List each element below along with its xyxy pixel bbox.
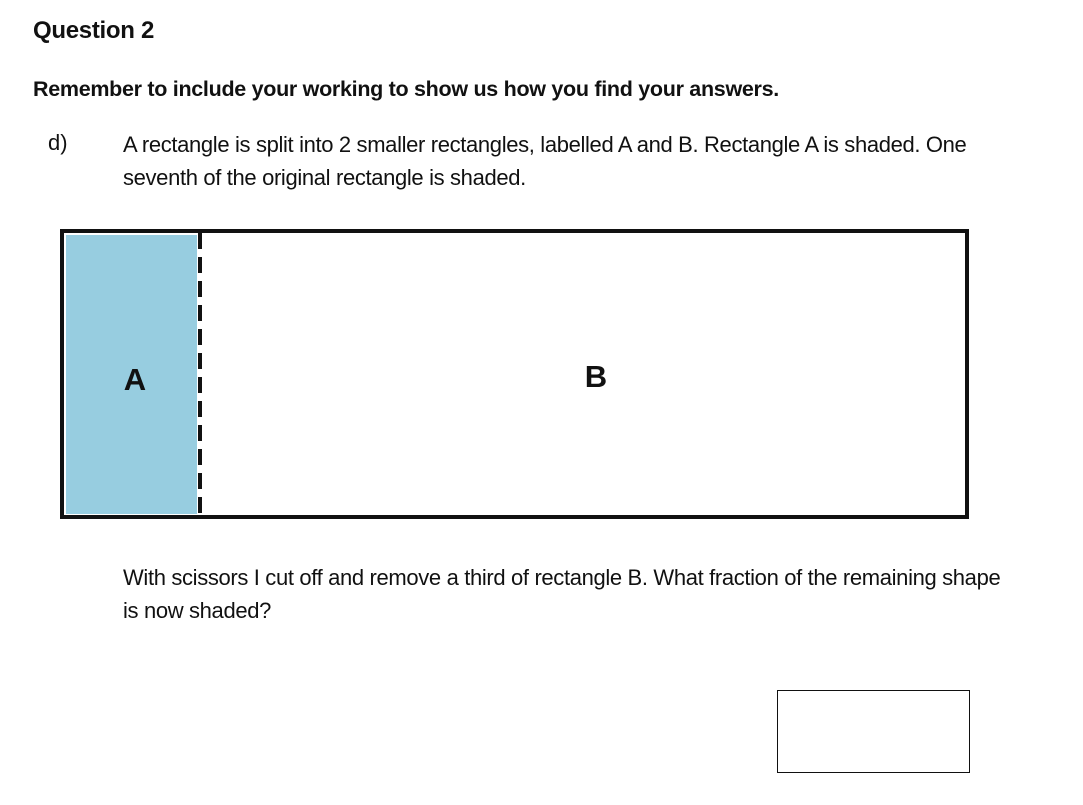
working-reminder: Remember to include your working to show us how you find your answers. (33, 77, 779, 101)
question-title: Question 2 (33, 17, 155, 44)
question-text-intro: A rectangle is split into 2 smaller rectangles, labelled A and B. Rectangle A is shaded. One seventh of the original rectangle is shaded. (123, 132, 967, 190)
question-text-followup: With scissors I cut off and remove a third of rectangle B. What fraction of the remaining shape is now shaded? (123, 565, 1001, 623)
original-rectangle-outline (62, 231, 967, 517)
rectangle-a-label: A (123, 362, 147, 397)
part-label: d) (48, 130, 68, 155)
rectangle-b-label: B (584, 359, 608, 394)
answer-box[interactable] (777, 690, 970, 773)
